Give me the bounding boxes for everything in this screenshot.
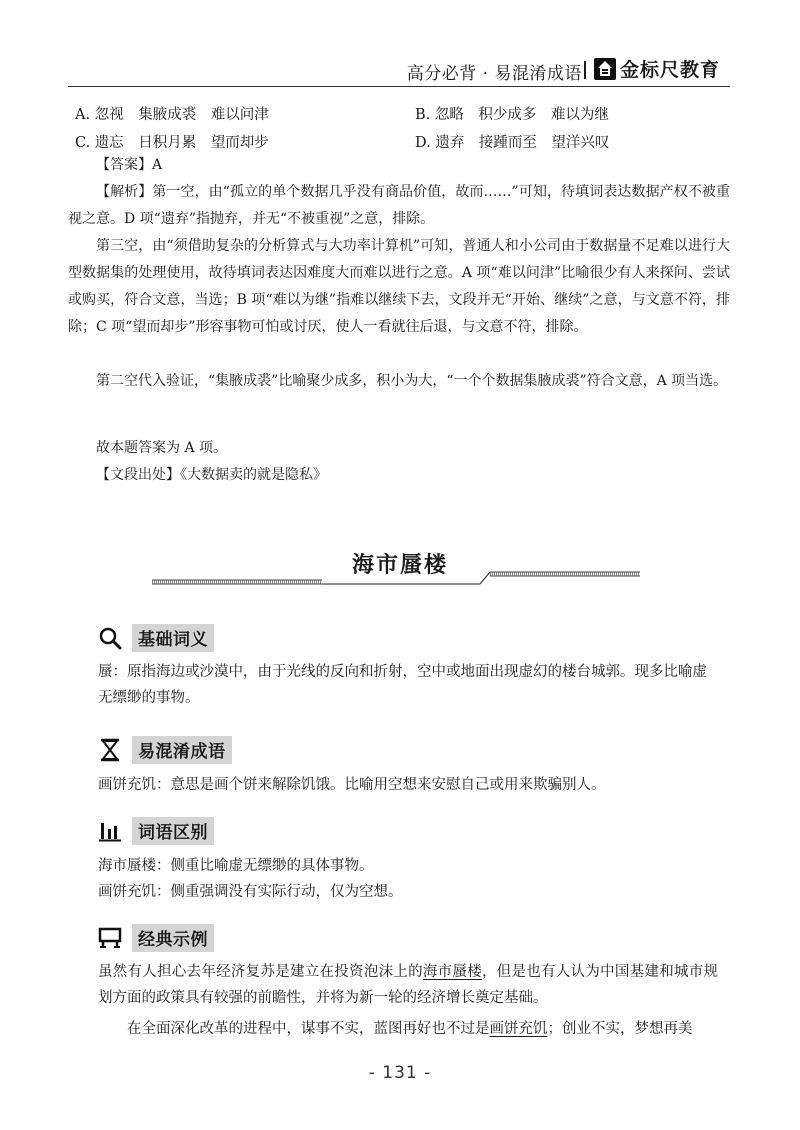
analysis-paragraph-2: 第三空，由“须借助复杂的分析算式与大功率计算机”可知，普通人和小公司由于数据量不足难以进行大型数据集的处理使用，故待填词表达因难度大而难以进行之意。A 项“难以问津”比喻很少有人来探问、尝试或购买，符合文意，当选；B 项“难以为继”指难以继续下去，文段并无“开始、继续”之意，与文意不符，排除；C 项“望而却步”形容事物可怕或讨厌，使人一看就往后退，与文意不符，排除。 — [68, 238, 730, 335]
section-heading-confusable — [98, 736, 232, 764]
example-2-after: ；创业不实，梦想再美 — [547, 1021, 693, 1037]
answer: 【答案】A — [96, 157, 163, 173]
brand-name: 金标尺教育 — [620, 59, 721, 81]
section-label: 基础词义 — [132, 624, 214, 652]
option-a: A. 忽视 集腋成裘 难以问津 — [75, 107, 269, 123]
analysis-paragraph-1: 【解析】第一空，由“孤立的单个数据几乎没有商品价值，故而……”可知，待填词表达数据产权不被重视之意。D 项“遗弃”指抛弃，并无“不被重视”之意，排除。 — [68, 184, 730, 227]
header-rule — [68, 86, 730, 87]
magnifier-icon — [98, 626, 122, 650]
example-2-before: 在全面深化改革的进程中，谋事不实，蓝图再好也不过是 — [127, 1021, 490, 1037]
example-1 — [98, 959, 718, 1011]
section-label: 词语区别 — [132, 817, 214, 845]
hourglass-icon — [98, 738, 122, 762]
series-title: 高分必背 · 易混淆成语 — [406, 64, 582, 84]
difference-line-1: 海市蜃楼：侧重比喻虚无缥缈的具体事物。 — [98, 858, 374, 874]
brand — [594, 55, 720, 82]
header-separator — [584, 61, 586, 79]
example-1-keyword: 海市蜃楼 — [422, 964, 482, 980]
section-heading-examples — [98, 924, 214, 952]
analysis-paragraph-3: 第二空代入验证，“集腋成裘”比喻聚少成多，积小为大，“一个个数据集腋成裘”符合文意，A 项当选。 — [96, 373, 728, 389]
confusable-idiom-text: 画饼充饥：意思是画个饼来解除饥饿。比喻用空想来安慰自己或用来欺骗别人。 — [98, 777, 606, 793]
section-label: 经典示例 — [132, 924, 214, 952]
option-d: D. 遗弃 接踵而至 望洋兴叹 — [415, 135, 610, 151]
example-2 — [98, 1016, 718, 1042]
bar-chart-icon — [98, 819, 122, 843]
example-1-before: 虽然有人担心去年经济复苏是建立在投资泡沫上的 — [98, 964, 423, 980]
cart-icon — [98, 926, 122, 950]
section-label: 易混淆成语 — [132, 736, 232, 764]
source-citation: 【文段出处】《大数据卖的就是隐私》 — [96, 467, 327, 483]
option-c: C. 遗忘 日积月累 望而却步 — [75, 135, 269, 151]
section-heading-difference — [98, 817, 214, 845]
idiom-title: 海市蜃楼 — [351, 552, 448, 578]
section-heading-basic — [98, 624, 214, 652]
page-number: - 131 - — [368, 1063, 432, 1083]
difference-line-2: 画饼充饥：侧重强调没有实际行动，仅为空想。 — [98, 884, 403, 900]
brand-logo-icon — [594, 58, 616, 80]
basic-meaning-text: 蜃：原指海边或沙漠中，由于光线的反向和折射，空中或地面出现虚幻的楼台城郭。现多比喻虚无缥缈的事物。 — [98, 664, 707, 706]
analysis-conclusion: 故本题答案为 A 项。 — [96, 440, 228, 456]
example-1-after: ，但是也有人认为中国基建和城市规划方面的政策具有较强的前瞻性，并将为新一轮的经济增长奠定基础。 — [98, 964, 719, 1006]
example-2-keyword: 画饼充饥 — [489, 1021, 548, 1037]
option-b: B. 忽略 积少成多 难以为继 — [415, 107, 609, 123]
